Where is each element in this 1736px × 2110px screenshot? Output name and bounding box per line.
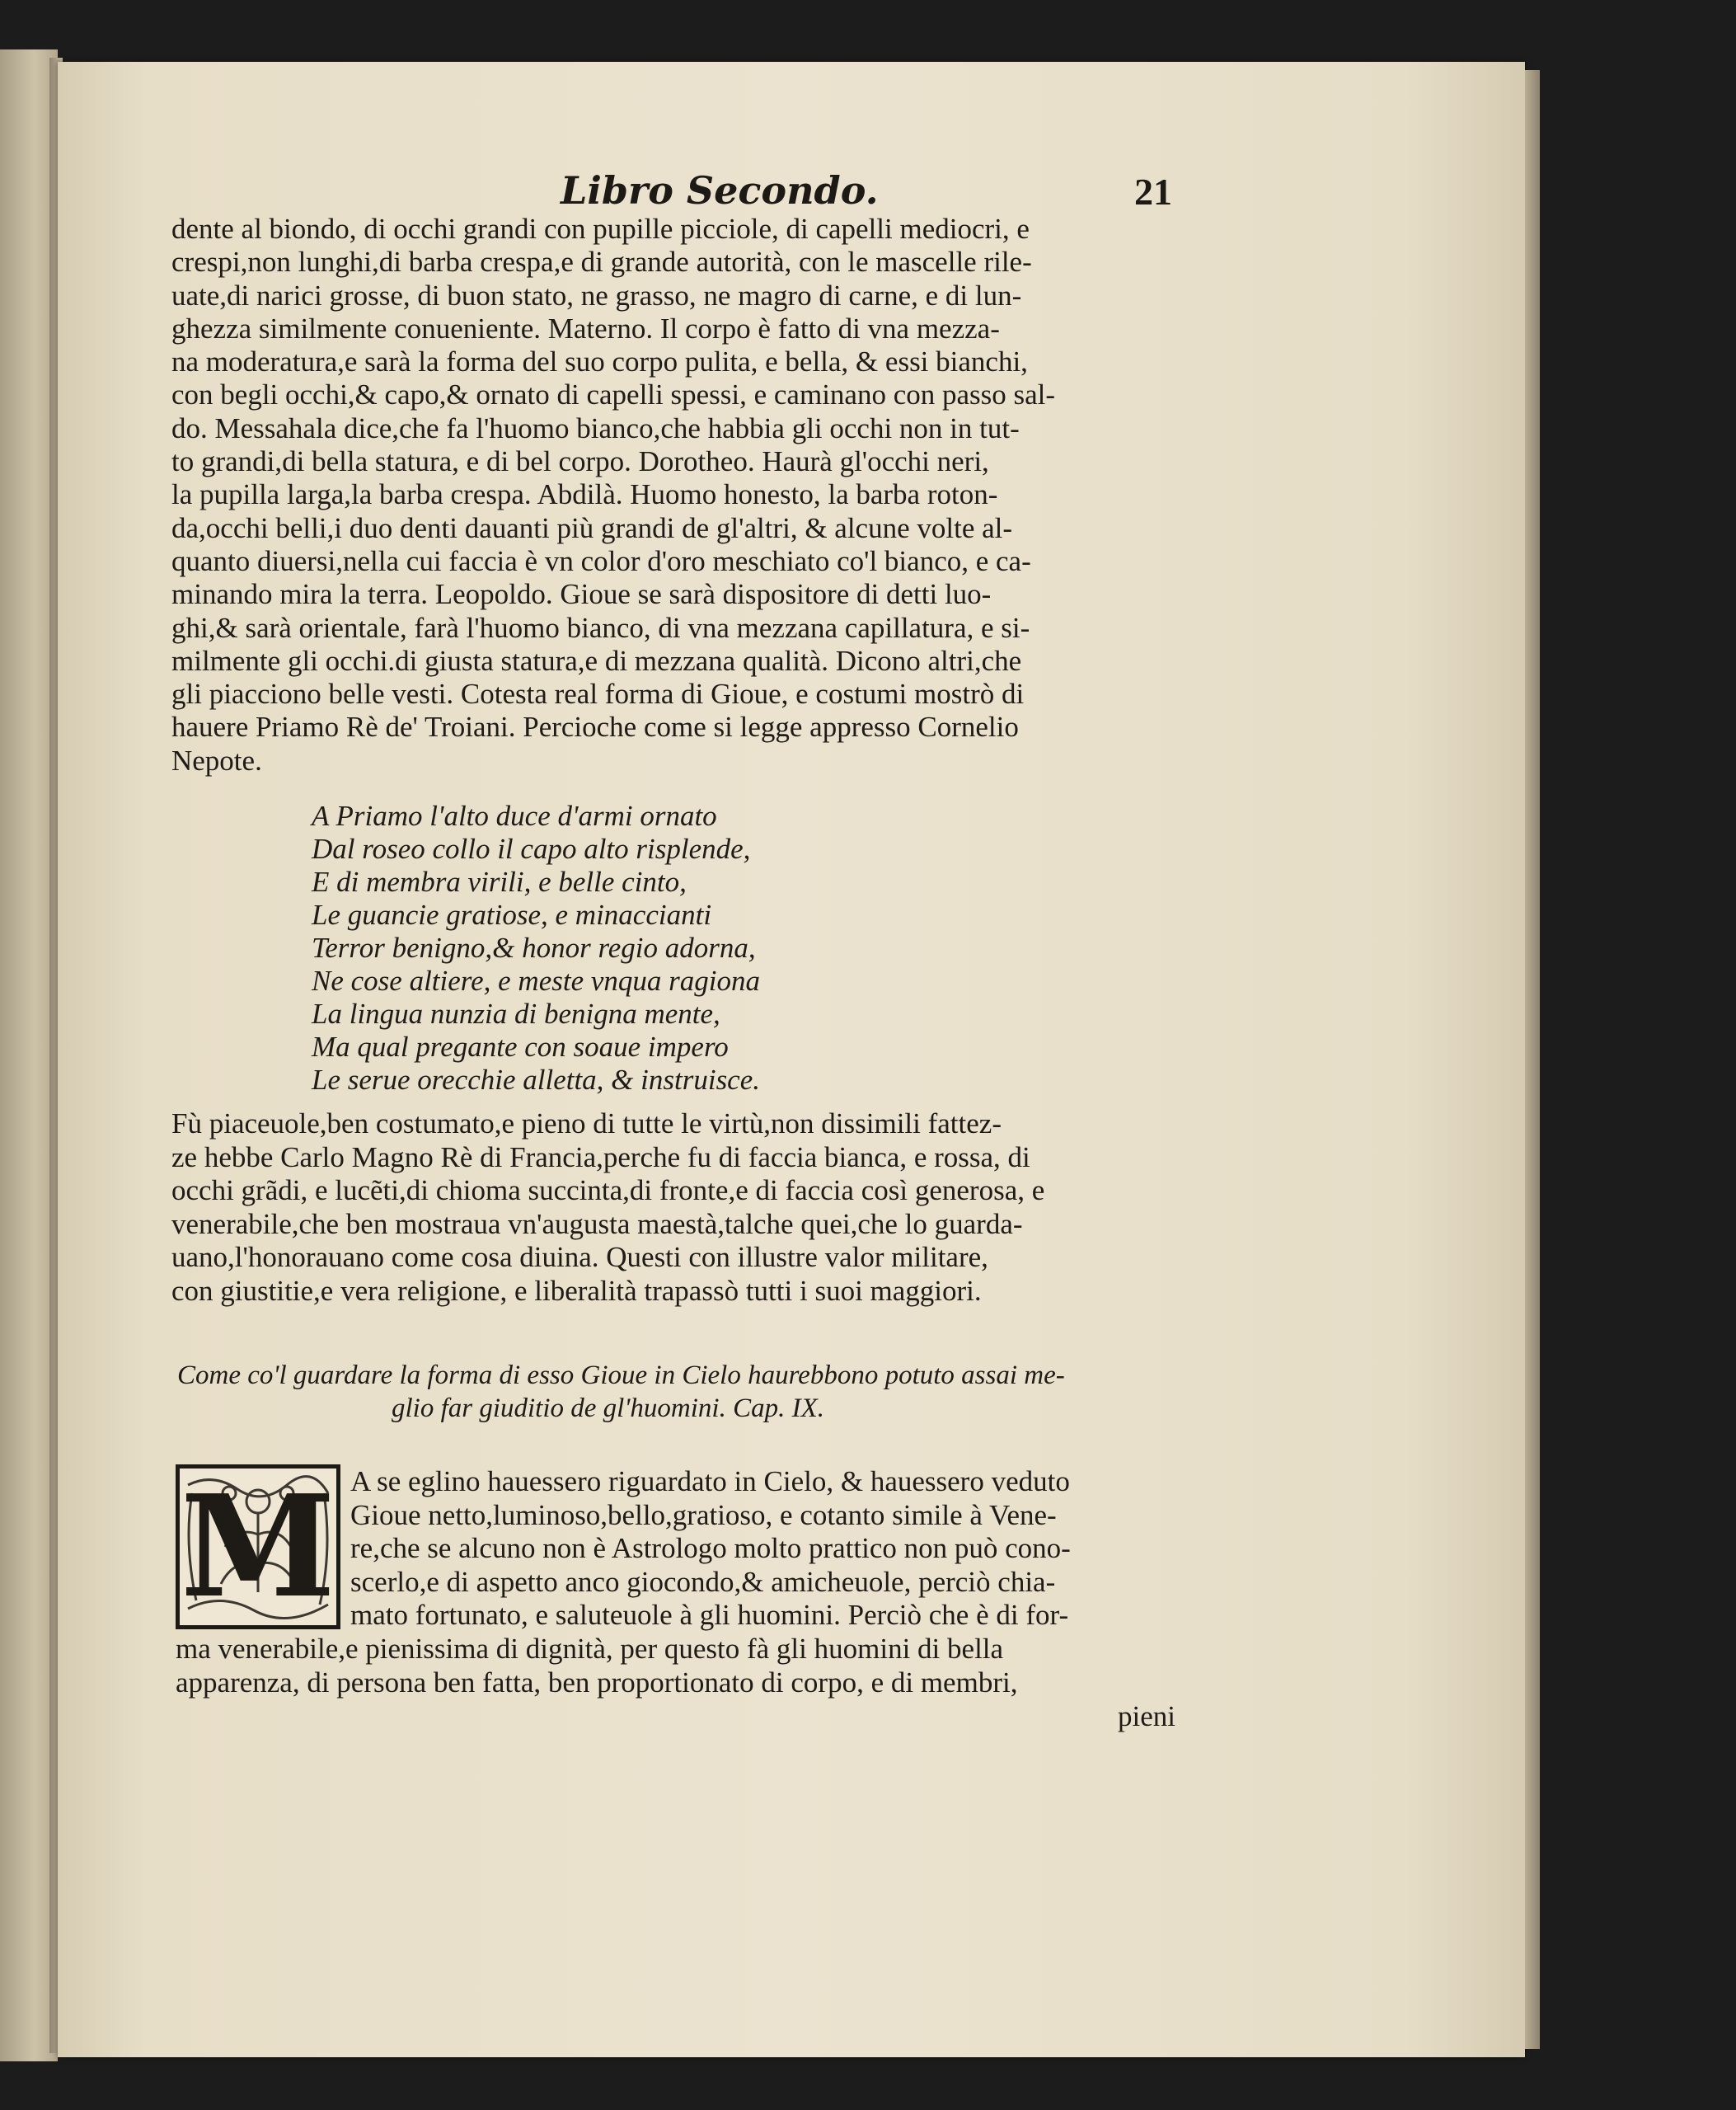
text-line: Fù piaceuole,ben costumato,e pieno di tutte le virtù,non dissimili fattez-: [171, 1107, 1002, 1140]
text-line: ghezza similmente conueniente. Materno. Il corpo è fatto di vna mezza-: [171, 312, 1000, 345]
verse-line: Ne cose altiere, e meste vnqua ragiona: [312, 965, 760, 997]
text-line: da,occhi belli,i duo denti dauanti più grandi de gl'altri, & alcune volte al-: [171, 511, 1013, 544]
text-line: ghi,& sarà orientale, farà l'huomo bianco, di vna mezzana capillatura, e si-: [171, 611, 1030, 644]
text-line: apparenza, di persona ben fatta, ben proportionato di corpo, e di membri,: [176, 1666, 1018, 1699]
text-line: to grandi,di bella statura, e di bel corpo. Dorotheo. Haurà gl'occhi neri,: [171, 445, 989, 478]
text-line: Nepote.: [171, 744, 262, 777]
text-line: dente al biondo, di occhi grandi con pupille picciole, di capelli mediocri, e: [171, 213, 1030, 245]
text-line: ma venerabile,e pienissima di dignità, per questo fà gli huomini di bella: [176, 1633, 1004, 1665]
paragraph-jupiter: [176, 1633, 1214, 1699]
text-line: occhi grãdi, e lucẽti,di chioma succinta,di fronte,e di faccia così generosa, e: [171, 1174, 1045, 1206]
chapter-heading: [177, 1359, 1216, 1425]
verse-line: Ma qual pregante con soaue impero: [312, 1031, 729, 1063]
text-line: uano,l'honorauano come cosa diuina. Questi con illustre valor militare,: [171, 1241, 988, 1273]
heading-line: Come co'l guardare la forma di esso Gioue in Cielo haurebbono potuto assai me-: [177, 1360, 1065, 1390]
text-line: minando mira la terra. Leopoldo. Gioue se sarà dispositore di detti luo-: [171, 578, 992, 611]
text-line: do. Messahala dice,che fa l'huomo bianco,che habbia gli occhi non in tut-: [171, 411, 1020, 444]
text-line: hauere Priamo Rè de' Troiani. Percioche come si legge appresso Cornelio: [171, 711, 1019, 744]
verse-line: La lingua nunzia di benigna mente,: [312, 998, 720, 1030]
text-line: crespi,non lunghi,di barba crespa,e di grande autorità, con le mascelle rile-: [171, 246, 1032, 279]
text-line: venerabile,che ben mostraua vn'augusta maestà,talche quei,che lo guarda-: [171, 1207, 1023, 1240]
text-line: A se eglino hauessero riguardato in Cielo, & hauessero veduto: [350, 1465, 1070, 1497]
decorated-initial: [176, 1464, 340, 1629]
heading-line: glio far giuditio de gl'huomini. Cap. IX.: [392, 1393, 824, 1423]
text-line: con giustitie,e vera religione, e liberalità trapassò tutti i suoi maggiori.: [171, 1274, 982, 1307]
page-stack-edge: [1525, 70, 1540, 2049]
text-line: na moderatura,e sarà la forma del suo corpo pulita, e bella, & essi bianchi,: [171, 345, 1028, 378]
initial-letter: M: [180, 1464, 336, 1629]
verse-line: Le serue orecchie alletta, & instruisce.: [312, 1064, 761, 1096]
text-line: Gioue netto,luminoso,bello,gratioso, e cotanto simile à Vene-: [350, 1498, 1057, 1531]
verse-line: E di membra virili, e belle cinto,: [312, 866, 687, 898]
text-line: la pupilla larga,la barba crespa. Abdilà. Huomo honesto, la barba roton-: [171, 478, 998, 511]
page-number: 21: [1134, 171, 1172, 213]
verse-line: A Priamo l'alto duce d'armi ornato: [312, 800, 717, 832]
verse-line: Terror benigno,& honor regio adorna,: [312, 932, 756, 964]
text-line: ze hebbe Carlo Magno Rè di Francia,perche fu di faccia bianca, e rossa, di: [171, 1140, 1030, 1173]
text-line: milmente gli occhi.di giusta statura,e di mezzana qualità. Dicono altri,che: [171, 644, 1022, 677]
running-head-title: Libro Secondo.: [561, 168, 879, 213]
text-line: re,che se alcuno non è Astrologo molto prattico non può cono-: [350, 1532, 1071, 1564]
text-line: uate,di narici grosse, di buon stato, ne grasso, ne magro di carne, e di lun-: [171, 279, 1022, 312]
catchword: pieni: [1118, 1700, 1175, 1732]
paragraph-charlemagne: [171, 1107, 1210, 1308]
text-line: con begli occhi,& capo,& ornato di capelli spessi, e caminano con passo sal-: [171, 378, 1056, 411]
verse-line: Dal roseo collo il capo alto risplende,: [312, 833, 751, 865]
verse-quotation: [312, 800, 760, 1097]
text-line: scerlo,e di aspetto anco giocondo,& amicheuole, perciò chia-: [350, 1565, 1056, 1598]
text-line: gli piacciono belle vesti. Cotesta real forma di Gioue, e costumi mostrò di: [171, 678, 1025, 711]
text-line: mato fortunato, e saluteuole à gli huomini. Perciò che è di for-: [350, 1599, 1069, 1631]
text-line: quanto diuersi,nella cui faccia è vn color d'oro meschiato co'l bianco, e ca-: [171, 544, 1031, 577]
verse-line: Le guancie gratiose, e minaccianti: [312, 899, 712, 931]
paragraph-jupiter-indented: [350, 1465, 1216, 1633]
paragraph-physiognomy: [171, 213, 1210, 778]
